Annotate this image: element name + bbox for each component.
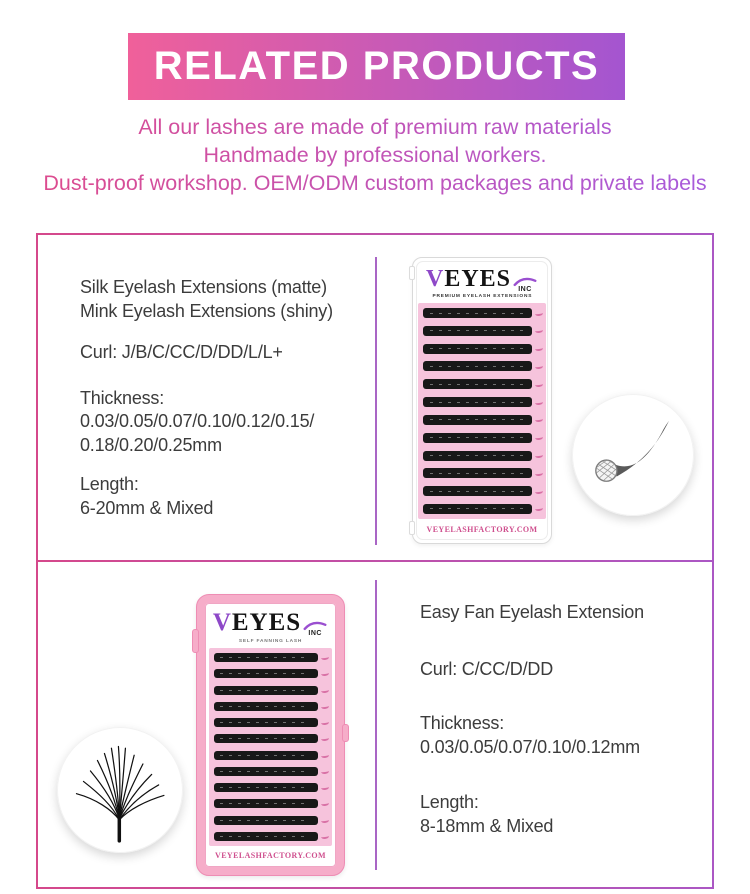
lash-strip [214, 832, 318, 841]
tray-footer [418, 519, 546, 539]
lash-strip-row [423, 451, 543, 461]
strip-mark-icon [535, 328, 544, 334]
strip-mark-icon [321, 703, 330, 709]
lash-strip [214, 734, 318, 743]
lash-strip-row [214, 702, 329, 711]
brand-logo [209, 606, 332, 645]
strip-mark-icon [321, 752, 330, 758]
lash-strip-row [214, 767, 329, 776]
strip-mark-icon [321, 817, 330, 823]
tray-hinge [192, 629, 199, 653]
lash-strip [214, 751, 318, 760]
lash-strip [423, 468, 532, 478]
brand-tagline: SELF FANNING LASH [238, 639, 303, 644]
product-title: Silk Eyelash Extensions (matte) [80, 277, 327, 297]
lash-strip-row [214, 799, 329, 808]
website-text: VEYELASHFACTORY.COM [215, 850, 326, 860]
thickness-values: 0.03/0.05/0.07/0.10/0.12/0.15/ [80, 411, 315, 431]
brand-logo [418, 263, 546, 300]
lash-strip [423, 344, 532, 354]
brand-name: EYES [444, 266, 512, 292]
strip-mark-icon [535, 435, 544, 441]
card2-vertical-divider [375, 580, 377, 870]
curl-spec: Curl: J/B/C/CC/D/DD/L/L+ [80, 342, 283, 362]
lash-strip-row [214, 783, 329, 792]
lash-strip [214, 783, 318, 792]
lash-strip [423, 379, 532, 389]
thickness-values: 0.18/0.20/0.25mm [80, 434, 222, 455]
length-value: 8-18mm & Mixed [420, 815, 554, 836]
lash-strip-row [214, 832, 329, 841]
strip-mark-icon [321, 785, 330, 791]
brand-initial: V [212, 609, 232, 636]
lash-strip [423, 308, 532, 318]
brand-suffix: INC [308, 630, 322, 637]
lash-strip-row [214, 751, 329, 760]
website-text: VEYELASHFACTORY.COM [426, 524, 538, 534]
lash-strip-row [423, 415, 543, 425]
lash-strip [214, 767, 318, 776]
lash-strip-row [423, 397, 543, 407]
lash-strip [214, 653, 318, 662]
tagline-line: Handmade by professional workers. [203, 143, 547, 167]
fan-lash-icon [66, 736, 174, 844]
tray-footer [209, 846, 332, 864]
lash-strip [423, 397, 532, 407]
lash-tray-image-easyfan [196, 594, 345, 876]
lash-strip [214, 799, 318, 808]
length-value: 6-20mm & Mixed [80, 497, 214, 518]
fan-lash-inset [57, 727, 183, 853]
brand-initial: V [425, 266, 445, 292]
lash-strip-row [423, 486, 543, 496]
length-label: Length: [420, 792, 479, 812]
strip-mark-icon [535, 488, 544, 494]
lash-strip [423, 361, 532, 371]
strip-mark-icon [321, 801, 330, 807]
strip-mark-icon [535, 310, 544, 316]
lash-strip-row [423, 468, 543, 478]
strip-mark-icon [535, 363, 544, 369]
lash-strip-row [214, 816, 329, 825]
lash-strip [423, 486, 532, 496]
lash-strip-row [423, 326, 543, 336]
thickness-label: Thickness: [80, 387, 165, 408]
strip-mark-icon [321, 671, 330, 677]
strip-mark-icon [321, 736, 330, 742]
lash-strip [423, 326, 532, 336]
related-products-banner [128, 33, 625, 100]
lash-strip [423, 504, 532, 514]
lash-strip [214, 669, 318, 678]
lash-strip [423, 433, 532, 443]
strip-mark-icon [535, 506, 544, 512]
lash-strip [214, 686, 318, 695]
product-card-easyfan-specs [420, 601, 644, 838]
lash-strip-row [214, 686, 329, 695]
strip-mark-icon [321, 768, 330, 774]
product-title: Mink Eyelash Extensions (shiny) [80, 300, 333, 321]
lash-strip-row [214, 669, 329, 678]
lash-strip [423, 415, 532, 425]
strip-mark-icon [535, 381, 544, 387]
page-title: RELATED PRODUCTS [153, 44, 600, 88]
strip-mark-icon [321, 833, 330, 839]
lash-strip-row [214, 718, 329, 727]
lash-strip [214, 718, 318, 727]
lash-strips-area [418, 303, 546, 519]
brand-tagline: PREMIUM EYELASH EXTENSIONS [432, 294, 532, 299]
single-lash-icon [581, 403, 686, 508]
lash-strip [214, 816, 318, 825]
card1-vertical-divider [375, 257, 377, 545]
brand-suffix: INC [518, 286, 532, 293]
single-lash-inset [572, 394, 694, 516]
curl-spec: Curl: C/CC/D/DD [420, 658, 554, 679]
strip-mark-icon [535, 417, 544, 423]
tagline-line: All our lashes are made of premium raw materials [138, 115, 612, 139]
strip-mark-icon [321, 720, 330, 726]
brand-name: EYES [231, 609, 302, 636]
tagline [0, 113, 750, 197]
strip-mark-icon [535, 470, 544, 476]
lash-strip-row [423, 308, 543, 318]
lash-strip-row [423, 433, 543, 443]
lash-strip [423, 451, 532, 461]
tray-hinge [409, 521, 415, 535]
lash-strip-row [423, 379, 543, 389]
strip-mark-icon [535, 399, 544, 405]
tagline-line: Dust-proof workshop. OEM/ODM custom packages and private labels [43, 171, 707, 195]
tray-hinge [409, 266, 415, 280]
length-label: Length: [80, 474, 139, 494]
lash-strip-row [214, 653, 329, 662]
tray-clasp [342, 724, 349, 742]
strip-mark-icon [321, 654, 330, 660]
card-horizontal-divider [38, 560, 712, 562]
thickness-label: Thickness: [420, 713, 505, 733]
lash-strip-row [214, 734, 329, 743]
lash-strip-row [423, 504, 543, 514]
thickness-values: 0.03/0.05/0.07/0.10/0.12mm [420, 736, 640, 757]
lash-strip-row [423, 344, 543, 354]
product-title: Easy Fan Eyelash Extension [420, 602, 644, 622]
lash-strips-area [209, 648, 332, 846]
strip-mark-icon [535, 452, 544, 458]
lash-strip-row [423, 361, 543, 371]
strip-mark-icon [321, 687, 330, 693]
lash-tray-image-classic [412, 257, 552, 544]
lash-strip [214, 702, 318, 711]
strip-mark-icon [535, 346, 544, 352]
product-card-silk-mink-specs [80, 276, 333, 520]
